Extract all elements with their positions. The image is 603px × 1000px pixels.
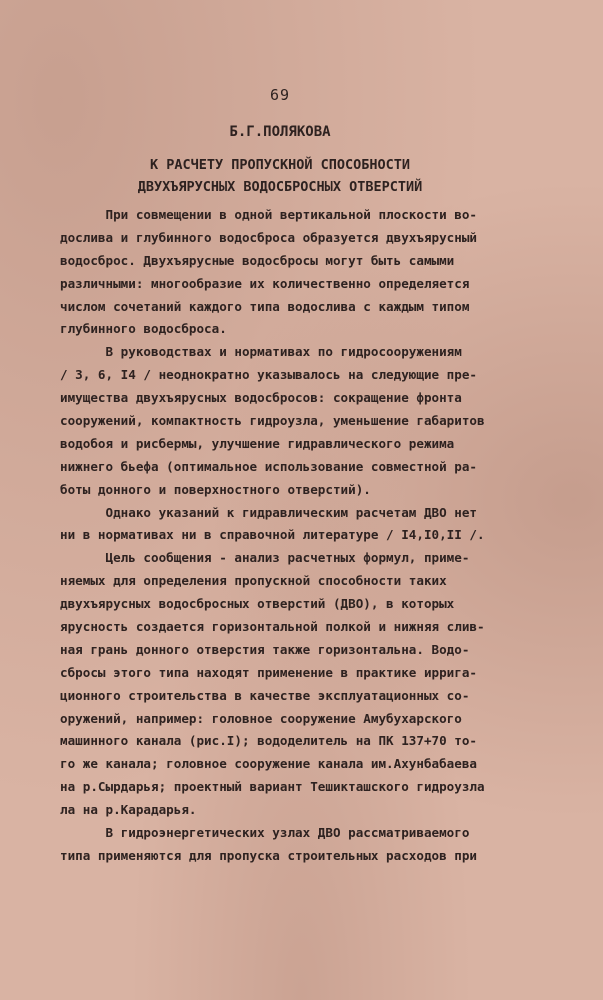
text-line: нижнего бьефа (оптимальное использование совместной ра- — [60, 458, 478, 474]
title-line: ДВУХЪЯРУСНЫХ ВОДОСБРОСНЫХ ОТВЕРСТИЙ — [137, 179, 423, 195]
text-line: ла на р.Карадарья. — [60, 802, 197, 818]
text-line: водобоя и рисбермы, улучшение гидравлического режима — [60, 435, 455, 451]
text-line: В гидроэнергетических узлах ДВО рассматриваемого — [60, 825, 470, 841]
text-line: ярусность создается горизонтальной полкой и нижняя слив- — [60, 619, 485, 635]
text-line: Цель сообщения - анализ расчетных формул, приме- — [60, 550, 470, 566]
text-line: различными: многообразие их количественно определяется — [60, 275, 470, 291]
text-line: оружений, например: головное сооружение Амубухарского — [60, 710, 462, 726]
text-line: глубинного водосброса. — [60, 321, 227, 337]
text-line: няемых для определения пропускной способности таких — [60, 573, 447, 589]
text-line: типа применяются для пропуска строительных расходов при — [60, 847, 478, 863]
text-line: двухъярусных водосбросных отверстий (ДВО), в которых — [60, 596, 455, 612]
body-text — [60, 204, 530, 868]
text-line: В руководствах и нормативах по гидросооружениям — [60, 344, 462, 360]
text-line: го же канала; головное сооружение канала им.Ахунбабаева — [60, 756, 478, 772]
text-line: водосброс. Двухъярусные водосбросы могут быть самыми — [60, 252, 455, 268]
text-line: имущества двухъярусных водосбросов: сокращение фронта — [60, 390, 462, 406]
author-name: Б.Г.ПОЛЯКОВА — [229, 124, 331, 140]
text-line: машинного канала (рис.I); вододелитель на ПК 137+70 то- — [60, 733, 478, 749]
page-number: 69 — [269, 86, 291, 104]
text-line: боты донного и поверхностного отверстий). — [60, 481, 371, 497]
text-line: Однако указаний к гидравлическим расчетам ДВО нет — [60, 504, 478, 520]
text-line: / 3, 6, I4 / неоднократно указывалось на следующие пре- — [60, 367, 478, 383]
title-line: К РАСЧЕТУ ПРОПУСКНОЙ СПОСОБНОСТИ — [149, 157, 411, 173]
article-title — [0, 154, 560, 198]
text-line: ционного строительства в качестве эксплуатационных со- — [60, 687, 470, 703]
text-line: числом сочетаний каждого типа водослива с каждым типом — [60, 298, 470, 314]
text-line: дослива и глубинного водосброса образуется двухъярусный — [60, 229, 478, 245]
text-line: ная грань донного отверстия также горизонтальна. Водо- — [60, 641, 470, 657]
text-line: сбросы этого типа находят применение в практике ирригa- — [60, 664, 478, 680]
text-line: на р.Сырдарья; проектный вариант Тешикташского гидроузла — [60, 779, 485, 795]
text-line: сооружений, компактность гидроузла, уменьшение габаритов — [60, 413, 485, 429]
text-line: ни в нормативах ни в справочной литературе / I4,I0,II /. — [60, 527, 485, 543]
text-line: При совмещении в одной вертикальной плоскости во- — [60, 207, 478, 222]
